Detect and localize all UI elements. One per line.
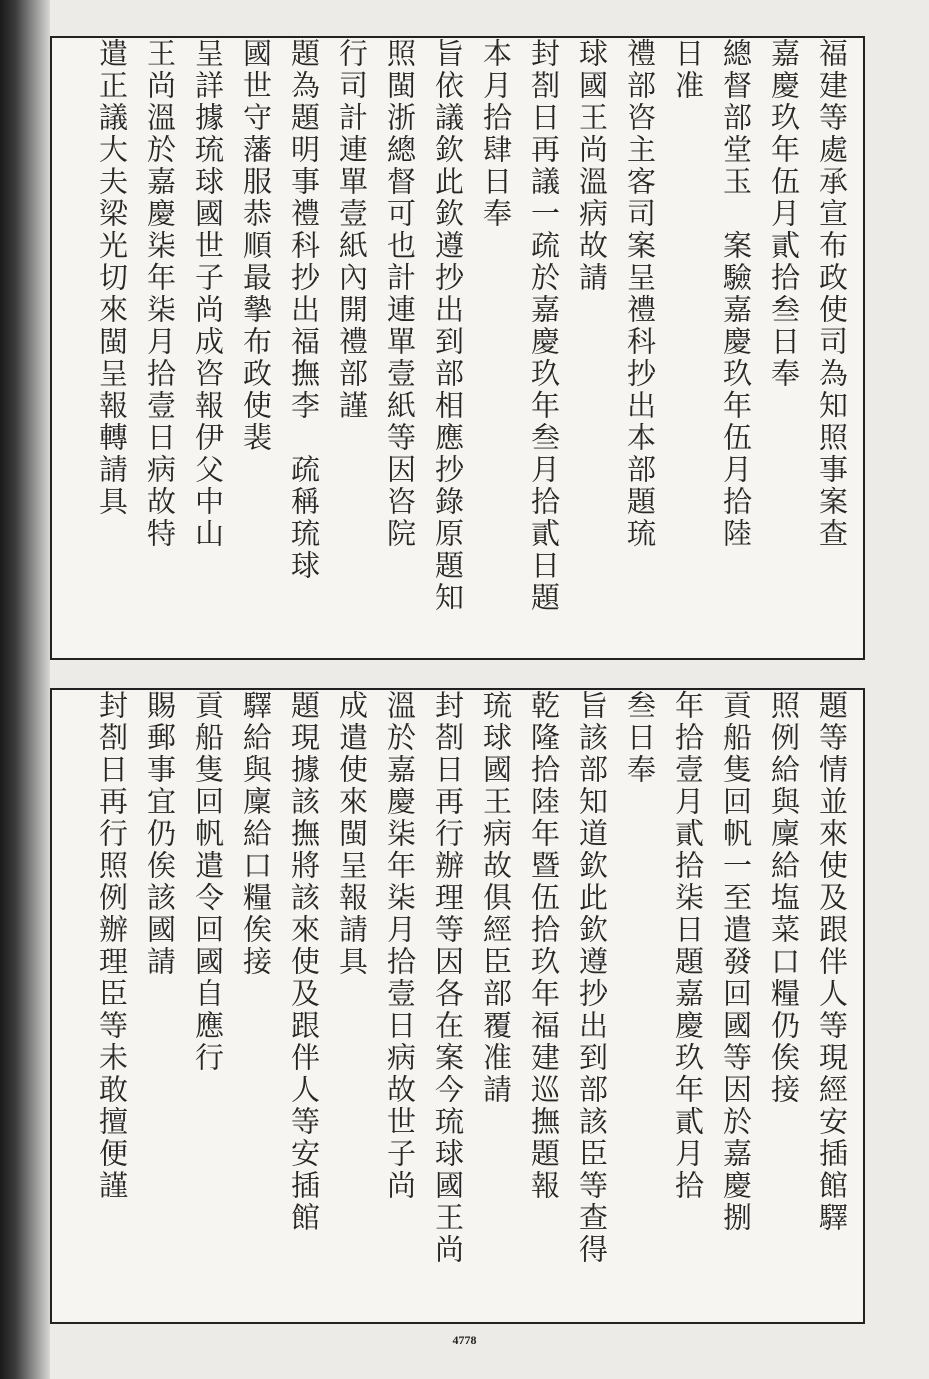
text-column: 題為題明事禮科抄出福撫李 疏稱琉球 xyxy=(287,38,321,582)
text-column: 成遣使來閩呈報請具 xyxy=(335,690,369,978)
text-column: 照閩浙總督可也計連單壹紙等因咨院 xyxy=(383,38,417,550)
text-column: 題現據該撫將該來使及跟伴人等安插館 xyxy=(287,690,321,1234)
text-column: 溫於嘉慶柒年柒月拾壹日病故世子尚 xyxy=(383,690,417,1202)
text-column: 王尚溫於嘉慶柒年柒月拾壹日病故特 xyxy=(143,38,177,550)
text-column: 貢船隻回帆遣令回國自應行 xyxy=(191,690,225,1074)
text-column: 賜郵事宜仍俟該國請 xyxy=(143,690,177,978)
text-column: 題等情並來使及跟伴人等現經安插館驛 xyxy=(815,690,849,1234)
text-column: 貢船隻回帆一至遣發回國等因於嘉慶捌 xyxy=(719,690,753,1234)
text-column: 琉球國王病故俱經臣部覆准請 xyxy=(479,690,513,1106)
text-column: 封剳日再議一疏於嘉慶玖年叁月拾貳日題 xyxy=(527,38,561,614)
text-column: 照例給與廩給塩菜口糧仍俟接 xyxy=(767,690,801,1106)
text-column: 嘉慶玖年伍月貳拾叁日奉 xyxy=(767,38,801,390)
text-column: 旨依議欽此欽遵抄出到部相應抄錄原題知 xyxy=(431,38,465,614)
text-column: 呈詳據琉球國世子尚成咨報伊父中山 xyxy=(191,38,225,550)
text-column: 乾隆拾陸年暨伍拾玖年福建巡撫題報 xyxy=(527,690,561,1202)
text-column: 驛給與廩給口糧俟接 xyxy=(239,690,273,978)
text-column: 遣正議大夫梁光切來閩呈報轉請具 xyxy=(95,38,129,518)
text-column: 封剳日再行照例辦理臣等未敢擅便謹 xyxy=(95,690,129,1202)
text-column: 禮部咨主客司案呈禮科抄出本部題琉 xyxy=(623,38,657,550)
text-column: 叁日奉 xyxy=(623,690,657,786)
book-spine-shadow xyxy=(0,0,50,1379)
text-column: 行司計連單壹紙內開禮部謹 xyxy=(335,38,369,422)
text-column: 國世守藩服恭順最摰布政使裴 xyxy=(239,38,273,454)
text-column: 本月拾肆日奉 xyxy=(479,38,513,230)
text-column: 福建等處承宣布政使司為知照事案查 xyxy=(815,38,849,550)
text-column: 旨該部知道欽此欽遵抄出到部該臣等查得 xyxy=(575,690,609,1266)
page-number: 4778 xyxy=(452,1333,477,1347)
text-column: 年拾壹月貳拾柒日題嘉慶玖年貳月拾 xyxy=(671,690,705,1202)
text-column: 封剳日再行辦理等因各在案今琉球國王尚 xyxy=(431,690,465,1266)
bottom-manuscript-panel xyxy=(50,688,865,1324)
text-column: 日准 xyxy=(671,38,705,102)
top-manuscript-panel xyxy=(50,36,865,660)
text-column: 總督部堂玉 案驗嘉慶玖年伍月拾陸 xyxy=(719,38,753,550)
text-column: 球國王尚溫病故請 xyxy=(575,38,609,294)
